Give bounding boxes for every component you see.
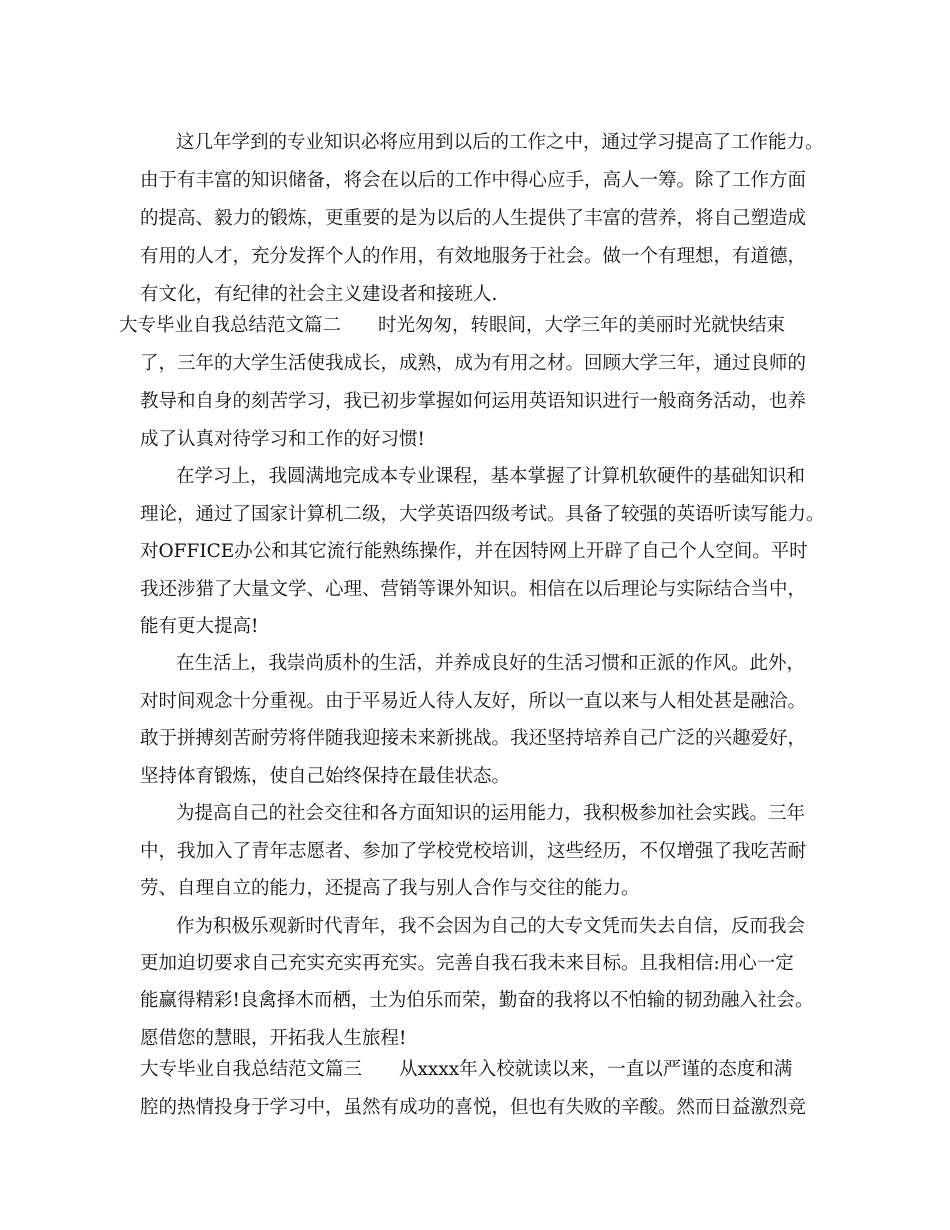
text-line: 我还涉猎了大量文学、心理、营销等课外知识。相信在以后理论与实际结合当中， xyxy=(140,579,807,600)
text-line: 理论，通过了国家计算机二级，大学英语四级考试。具备了较强的英语听读写能力。 xyxy=(140,504,825,525)
text-line: 作为积极乐观新时代青年，我不会因为自己的大专文凭而失去自信，反而我会 xyxy=(176,916,806,937)
section-heading-line: 大专毕业自我总结范文篇二 时光匆匆，转眼间，大学三年的美丽时光就快结束 xyxy=(119,315,786,336)
text-line: 敢于拼搏刻苦耐劳将伴随我迎接未来新挑战。我还坚持培养自己广泛的兴趣爱好， xyxy=(140,728,807,749)
text-line: 对时间观念十分重视。由于平易近人待人友好，所以一直以来与人相处甚是融洽。 xyxy=(140,691,807,712)
section-heading-line: 大专毕业自我总结范文篇三 从xxxx年入校就读以来，一直以严谨的态度和满 xyxy=(140,1059,793,1080)
text-line: 愿借您的慧眼，开拓我人生旅程! xyxy=(140,1028,407,1049)
text-line: 由于有丰富的知识储备，将会在以后的工作中得心应手，高人一筹。除了工作方面 xyxy=(140,170,807,191)
text-line: 能赢得精彩!良禽择木而栖，士为伯乐而荣，勤奋的我将以不怕输的韧劲融入社会。 xyxy=(140,990,814,1011)
text-line: 劳、自理自立的能力，还提高了我与别人合作与交往的能力。 xyxy=(140,878,640,899)
text-line: 有用的人才，充分发挥个人的作用，有效地服务于社会。做一个有理想，有道德， xyxy=(140,246,807,267)
text-line: 有文化，有纪律的社会主义建设者和接班人. xyxy=(140,284,498,305)
text-line: 中，我加入了青年志愿者、参加了学校党校培训，这些经历，不仅增强了我吃苦耐 xyxy=(140,841,807,862)
text-line: 坚持体育锻炼，使自己始终保持在最佳状态。 xyxy=(140,766,511,787)
text-line: 对OFFICE办公和其它流行能熟练操作，并在因特网上开辟了自己个人空间。平时 xyxy=(140,541,808,562)
text-line: 的提高、毅力的锻炼，更重要的是为以后的人生提供了丰富的营养，将自己塑造成 xyxy=(140,208,807,229)
text-line: 教导和自身的刻苦学习，我已初步掌握如何运用英语知识进行一般商务活动，也养 xyxy=(140,391,807,412)
text-line: 更加迫切要求自己充实充实再充实。完善自我石我未来目标。且我相信:用心一定 xyxy=(140,953,794,974)
text-line: 了，三年的大学生活使我成长，成熟，成为有用之材。回顾大学三年，通过良师的 xyxy=(140,353,807,374)
text-line: 在生活上，我崇尚质朴的生活，并养成良好的生活习惯和正派的作风。此外， xyxy=(176,653,806,674)
text-line: 成了认真对待学习和工作的好习惯! xyxy=(140,429,425,450)
text-line: 为提高自己的社会交往和各方面知识的运用能力，我积极参加社会实践。三年 xyxy=(176,803,806,824)
text-line: 能有更大提高! xyxy=(140,616,259,637)
text-line: 腔的热情投身于学习中，虽然有成功的喜悦，但也有失败的辛酸。然而日益激烈竞 xyxy=(140,1097,807,1118)
text-line: 这几年学到的专业知识必将应用到以后的工作之中，通过学习提高了工作能力。 xyxy=(176,132,824,153)
text-line: 在学习上，我圆满地完成本专业课程，基本掌握了计算机软硬件的基础知识和 xyxy=(176,466,806,487)
